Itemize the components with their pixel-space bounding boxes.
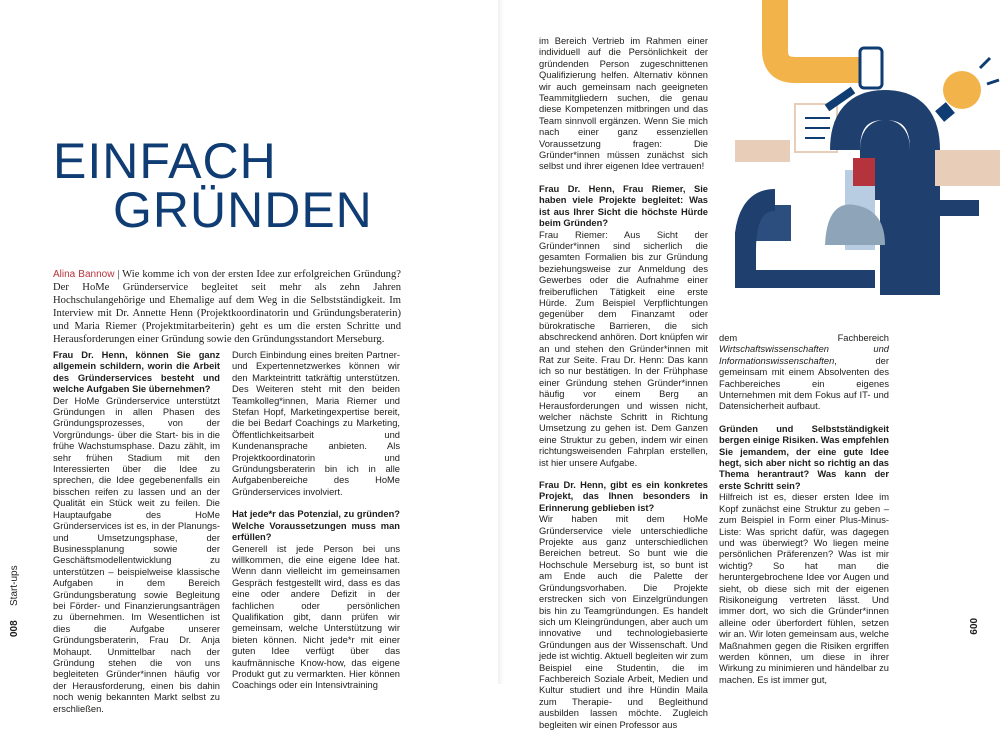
title-line-2: GRÜNDEN: [113, 182, 373, 238]
section-label: Start-ups: [9, 565, 20, 606]
answer-1-cont: Durch Einbindung eines breiten Partner- und Expertennetzwerkes können wir den Markteintritt tatkräftig unterstützen. Des Weiteren steht mit den beiden Teamkolleg*innen, Maria Riemer und Stefan Hopf, Marketingexpertise bereit, die bei Bedarf Coachings zu Marketing, Öffentlichkeitsarbeit und Kundenansprache anbieten. Als Projektkoordinatorin und Gründungsberaterin bin ich in alle Aufgabenbereiche des HoMe Gründerservices involviert.: [232, 350, 400, 497]
answer-2-cont: im Bereich Vertrieb im Rahmen einer individuell auf die Persönlichkeit der gründenden Person zugeschnittenen Qualifizierung helfen. Alternativ können wir auch gemeinsam nach geeigneten Teammitgliedern suchen, die genau diese Kompetenzen mitbringen und das Team sinnvoll ergänzen. Wenn Sie mich nach einer ganz essenziellen Voraussetzung fragen: Die Gründer*innen müssen zunächst sich selbst und ihrer eigenen Idee vertrauen!: [539, 36, 708, 172]
column-2: [232, 350, 400, 703]
answer-1: Der HoMe Gründerservice unterstützt Gründungen in allen Phasen des Gründungsprozesses, von der Vorgründungs- über die Start- bis in die frühe Wachstumsphase. Dazu zählt, im sehr frühen Stadium mit den Interessierten über die Idee zu sprechen, die Idee gegebenenfalls ein bisschen reifen zu lassen und an der Qualität ein Stück weit zu feilen. Die Hauptaufgabe des HoMe Gründerservices ist es, in der Planungs- und Umsetzungsphase, der Businessplanung sowie der Geschäftsmodellentwicklung zu unterstützen – beispielweise klassische Aufgaben in dem Bereich Gründungsberatung sowie Begleitung bei Förder- und Finanzierungsanträgen zu übernehmen. Im Wesentlichen ist dies die Aufgabe unserer Gründungsberaterin, Frau Dr. Anja Mohaupt. Unmittelbar nach der Gründung stehen die von uns begleiteten Gründer*innen häufig vor der Herausforderung, einen bis dahin noch wenig bekannten Markt selbst zu erschließen.: [53, 395, 220, 714]
answer-4-cont-a: dem Fachbereich: [719, 333, 889, 343]
question-2: Hat jede*r das Potenzial, zu gründen? Welche Voraussetzungen muss man erfüllen?: [232, 509, 400, 543]
answer-4-cont: [719, 333, 889, 413]
answer-2: Generell ist jede Person bei uns willkommen, die eine eigene Idee hat. Wenn dann vielleicht im gemeinsamen Gespräch festgestellt wird, dass es das eine oder andere Defizit in der fachlichen oder persönlichen Qualifikation gibt, dann prüfen wir gemeinsam, welche Unterstützung wir bieten können. Nicht jede*r mit einer guten Idee verfügt über das kaufmännische Know-how, das eigene Produkt gut zu vermarkten. Hier können Coachings oder ein Intensivtraining: [232, 543, 400, 691]
title-line-1: EINFACH: [53, 133, 277, 189]
column-3: [539, 36, 708, 742]
lightbulb-icon: [943, 71, 981, 109]
peach-arm: [735, 140, 790, 162]
navy-block: [939, 200, 979, 216]
question-3: Frau Dr. Henn, Frau Riemer, Sie haben viele Projekte begleitet: Was ist aus Ihrer Sicht die höchste Hürde beim Gründen?: [539, 183, 708, 229]
navy-base: [735, 270, 875, 288]
column-1: [53, 350, 220, 726]
question-1: Frau Dr. Henn, können Sie ganz allgemein schildern, worin die Arbeit des Gründerservices besteht und welche Aufgaben Sie übernehmen?: [53, 350, 220, 395]
spread-fold: [498, 0, 504, 684]
founder-illustration: [735, 0, 1000, 300]
answer-5: Hilfreich ist es, dieser ersten Idee im Kopf zunächst eine Struktur zu geben – zum Beispiel in Form einer Plus-Minus-Liste: Was spricht dafür, was dagegen und was überwiegt? Wo liegen meine persönlichen Präferenzen? Was ist mir wichtig? So hat man die heruntergebrochene Idee vor Augen und sieht, ob diese sich mit der eigenen Risikoneigung vertreten lässt. Und immer dort, wo sich die Gründer*innen alleine oder überfordert fühlen, setzen wir an. Wir loten gemeinsam aus, welche Maßnahmen gegen die Risiken ergriffen werden können, um diese in ihrer Wirkung zu minimieren und händelbar zu machen. Es ist immer gut,: [719, 492, 889, 685]
question-5: Gründen und Selbstständigkeit bergen einige Risiken. Was empfehlen Sie jemandem, der eine gute Idee hegt, sich aber nicht so richtig an das Thema herantraut? Was kann der erste Schritt sein?: [719, 423, 889, 491]
intro-text: | Wie komme ich von der ersten Idee zur erfolgreichen Gründung? Der HoMe Gründerservice begleitet seit mehr als zehn Jahren Hochschulangehörige und Ehemalige auf dem Weg in die Selbstständigkeit. Im Interview mit Dr. Annette Henn (Projektkoordinatorin und Gründungsberaterin) und Maria Riemer (Projektmitarbeiterin) geht es um die ersten Schritte und Herausforderungen einer Gründung sowie den Gründungsstandort Merseburg.: [53, 269, 401, 346]
intro-paragraph: [53, 268, 401, 347]
department-name: Wirtschaftswissenschaften und Informationswissenschaften: [719, 344, 889, 366]
answer-4-cont-b: , der gemeinsam mit einem Absolventen des Fachbereiches ein eigenes Unternehmen mit dem Fokus auf IT- und Datensicherheit aufbaut.: [719, 355, 889, 412]
answer-3: Frau Riemer: Aus Sicht der Gründer*innen sind sicherlich die gesamten Formalien bis zur Gründung beziehungsweise zur Anmeldung des Gewerbes oder die Aufnahme einer freiberuflichen Tätigkeit eine erste Hürde. Zum Beispiel Verpflichtungen gegenüber dem Finanzamt oder bürokratische Barrieren, die sich abschreckend anhören. Dort knüpfen wir an und stehen den Gründer*innen mit Rat zur Seite. Frau Dr. Henn: Das kann ich so nur bestätigen. In der Frühphase einer Gründung stehen Gründer*innen häufig vor einem Berg an Herausforderungen und wissen nicht, welcher nächste Schritt in Richtung Umsetzung zu gehen ist. Dem Ganzen eine Struktur zu geben, indem wir einen richtungsweisenden Fahrplan erstellen, ist hier unsere Aufgabe.: [539, 229, 708, 468]
answer-4: Wir haben mit dem HoMe Gründerservice viele unterschiedliche Projekte aus ganz unterschiedlichen Bereichen betreut. So bunt wie die Hochschule Merseburg ist, so bunt ist am Ende auch die Palette der Gründungsvorhaben. Die Projekte erstrecken sich von Einzelgründungen bis hin zu Teamgründungen. Es handelt sich um Kleingründungen, aber auch um innovative und technologiebasierte Gründungen aus der Wissenschaft. Und jede ist wichtig. Aktuell begleiten wir zum Beispiel eine Studentin, die im Fachbereich Soziale Arbeit, Medien und Kultur studiert und ihre Hündin Maila zum Therapie- und Begleithund ausbilden lassen möchte. Zugleich begleiten wir einen Professor aus: [539, 514, 708, 730]
page-number-right: 009: [967, 618, 978, 635]
red-cuff: [853, 158, 875, 186]
column-4: [719, 333, 889, 697]
yellow-arm: [775, 0, 865, 70]
grey-blob: [825, 205, 885, 246]
question-4: Frau Dr. Henn, gibt es ein konkretes Projekt, das Ihnen besonders in Erinnerung geblieben ist?: [539, 480, 708, 513]
phone-icon: [860, 48, 882, 88]
right-arm: [935, 150, 1000, 186]
page-number-left: 008: [9, 620, 20, 637]
author-name: Alina Bannow: [53, 269, 115, 280]
